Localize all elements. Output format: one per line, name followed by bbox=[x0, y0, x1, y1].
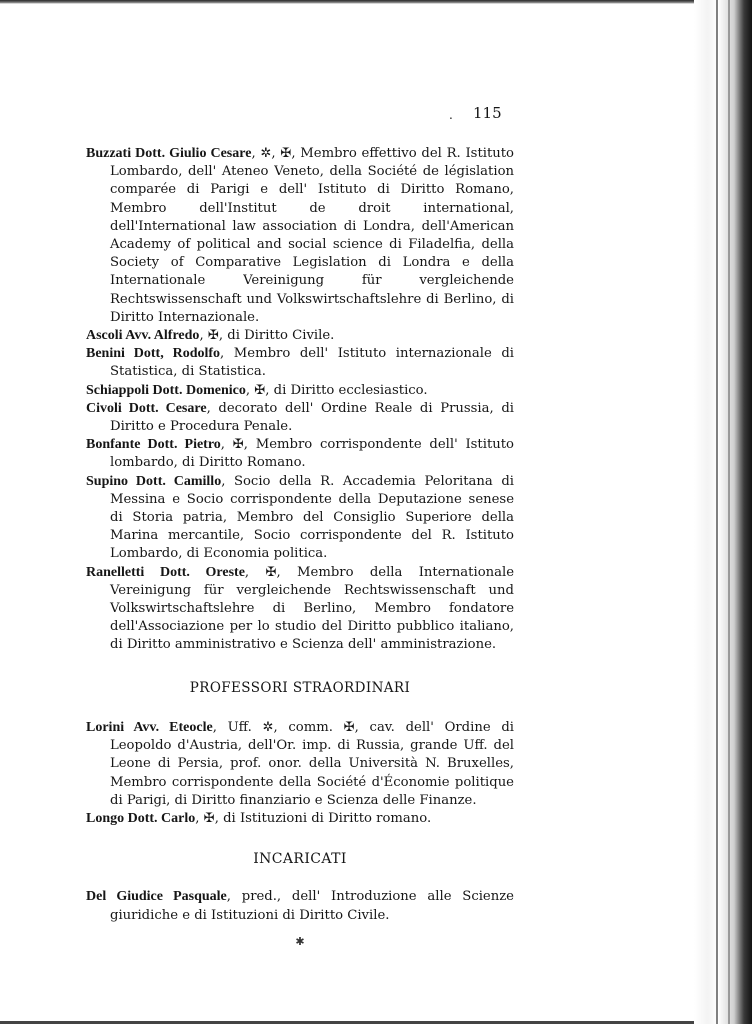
list-item bbox=[86, 145, 514, 327]
faculty-list-incaricati bbox=[86, 888, 514, 924]
section-heading-incaricati bbox=[86, 850, 514, 868]
faculty-name: Schiappoli Dott. Domenico bbox=[86, 382, 246, 398]
faculty-name: Benini Dott, Rodolfo bbox=[86, 346, 221, 362]
section-title: INCARICATI bbox=[253, 851, 347, 868]
faculty-description: , decorato dell' Ordine Reale di Prussia, di Diritto e Procedura Penale. bbox=[110, 400, 514, 435]
faculty-name: Ascoli Avv. Alfredo bbox=[86, 328, 200, 344]
scan-top-edge bbox=[0, 0, 700, 4]
list-item bbox=[86, 400, 514, 436]
faculty-name: Del Giudice Pasquale bbox=[86, 889, 227, 905]
faculty-name: Bonfante Dott. Pietro bbox=[86, 437, 221, 453]
faculty-description: , ✠, di Diritto Civile. bbox=[199, 328, 335, 344]
faculty-description: , pred., dell' Introduzione alle Scienze giuridiche e di Istituzioni di Diritto Civile. bbox=[110, 889, 514, 923]
list-item bbox=[86, 564, 514, 655]
list-item bbox=[86, 436, 514, 472]
list-item bbox=[86, 719, 514, 810]
footer-ornament: ✱ bbox=[295, 934, 305, 948]
page-number-mark: . bbox=[449, 108, 453, 122]
faculty-description: , ✠, di Diritto ecclesiastico. bbox=[245, 382, 428, 398]
section-heading-straordinari bbox=[86, 679, 514, 697]
page-number bbox=[449, 104, 502, 122]
faculty-description: , ✲, ✠, Membro effettivo del R. Istituto Lombardo, dell' Ateneo Veneto, della Société de législation comparée di Parigi e dell' Istituto di Diritto Romano, Membro dell'Institut de droit international, dell'International law association di Londra, dell'American Academy of political and social science di Filadelfia, della Society of Comparative Legislation di Londra e della Internationale Vereinigung für vergleichende Rechtswissenschaft und Volkswirtschaftslehre di Berlino, di Diritto Internazionale. bbox=[110, 146, 514, 325]
page-content bbox=[86, 145, 514, 951]
spine-line bbox=[716, 0, 718, 1024]
faculty-list-ordinari bbox=[86, 145, 514, 655]
page-number-value: 115 bbox=[473, 104, 502, 122]
list-item bbox=[86, 473, 514, 564]
faculty-name: Longo Dott. Carlo bbox=[86, 810, 196, 826]
section-title: PROFESSORI STRAORDINARI bbox=[189, 679, 411, 696]
list-item bbox=[86, 810, 514, 828]
faculty-description: , Socio della R. Accademia Peloritana di Messina e Socio corrispondente della Deputazione senese di Storia patria, Membro del Consiglio Superiore della Marina mercantile, Socio corrispondente del R. Istituto Lombardo, di Economia politica. bbox=[110, 473, 514, 562]
faculty-description: , ✠, di Istituzioni di Diritto romano. bbox=[195, 810, 432, 826]
faculty-name: Supino Dott. Camillo bbox=[86, 473, 222, 489]
book-spine-shadow bbox=[694, 0, 752, 1024]
faculty-list-straordinari bbox=[86, 719, 514, 828]
faculty-name: Civoli Dott. Cesare bbox=[86, 400, 207, 416]
list-item bbox=[86, 345, 514, 381]
list-item bbox=[86, 888, 514, 924]
faculty-name: Ranelletti Dott. Oreste bbox=[86, 564, 245, 580]
list-item bbox=[86, 327, 514, 345]
spine-line bbox=[728, 0, 730, 1024]
faculty-description: , Membro dell' Istituto internazionale di Statistica, di Statistica. bbox=[110, 346, 514, 380]
faculty-description: , Uff. ✲, comm. ✠, cav. dell' Ordine di Leopoldo d'Austria, dell'Or. imp. di Russia, grande Uff. del Leone di Persia, prof. onor. della Università N. Bruxelles, Membro corrispondente della Société d'Économie politique di Parigi, di Diritto finanziario e Scienza delle Finanze. bbox=[110, 719, 514, 808]
list-item bbox=[86, 382, 514, 400]
faculty-name: Buzzati Dott. Giulio Cesare bbox=[86, 146, 252, 161]
faculty-description: , ✠, Membro corrispondente dell' Istituto lombardo, di Diritto Romano. bbox=[110, 437, 514, 471]
faculty-description: , ✠, Membro della Internationale Vereinigung für vergleichende Rechtswissenschaft und Volkswirtschaftslehre di Berlino, Membro fondatore dell'Associazione per lo studio del Diritto pubblico italiano, di Diritto amministrativo e Scienza dell' amministrazione. bbox=[110, 564, 515, 653]
faculty-name: Lorini Avv. Eteocle bbox=[86, 719, 213, 735]
